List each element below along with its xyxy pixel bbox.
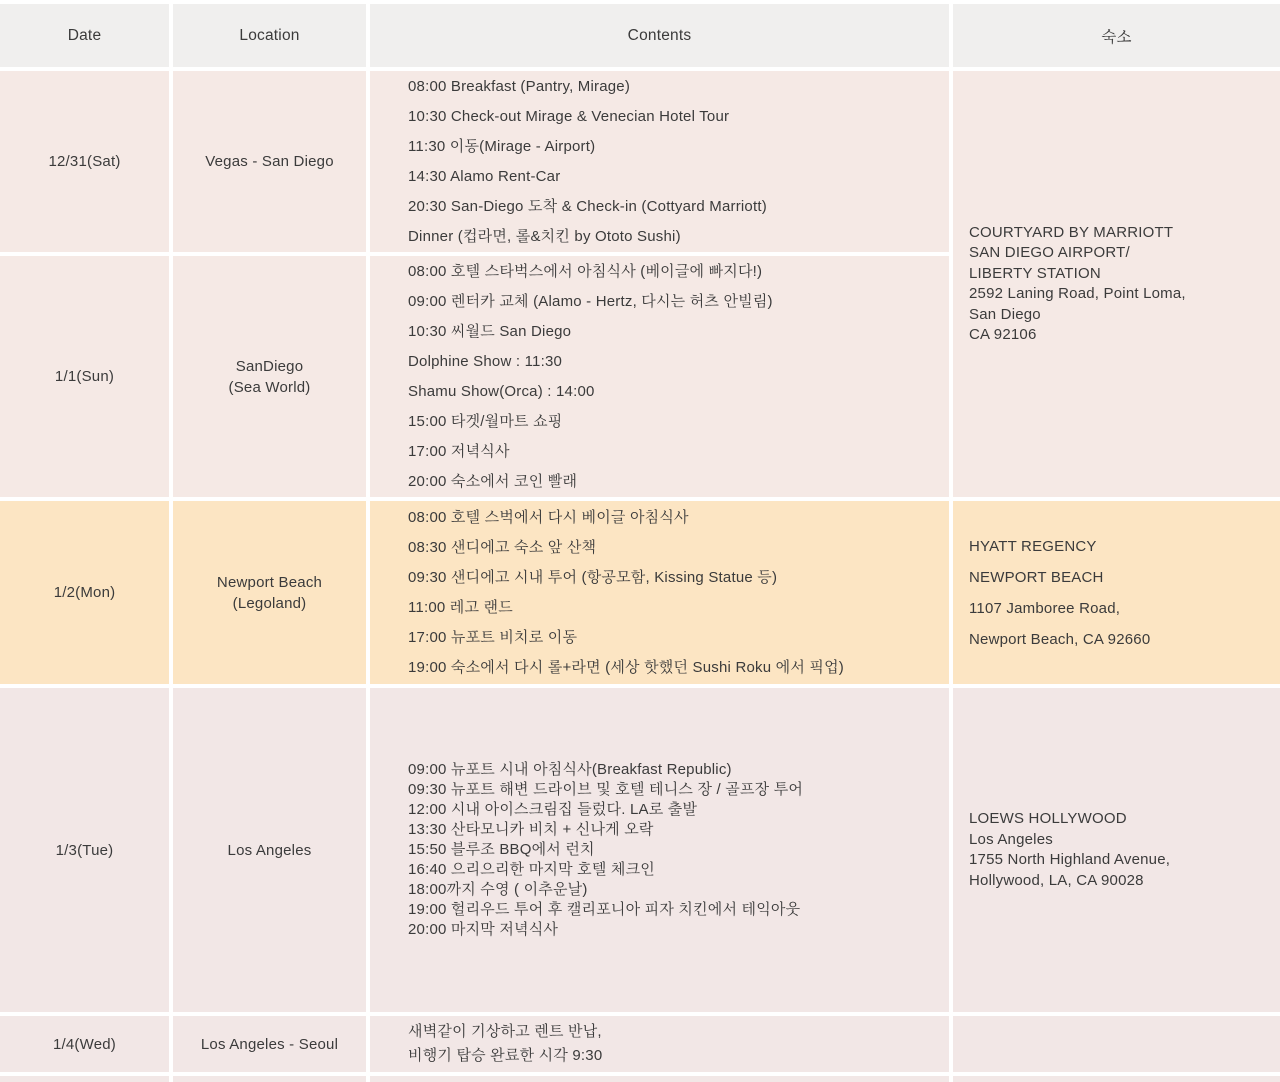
schedule-line: 15:00 타겟/월마트 쇼핑 [408, 412, 563, 430]
schedule-line: Dinner (컵라면, 롤&치킨 by Ototo Sushi) [408, 227, 681, 245]
partial-row-cell [0, 1076, 169, 1082]
schedule-line: 08:00 Breakfast (Pantry, Mirage) [408, 77, 631, 95]
date-cell-0104 [0, 1016, 169, 1072]
schedule-line: 16:40 으리으리한 마지막 호텔 체크인 [408, 861, 655, 878]
partial-row-cell [173, 1076, 366, 1082]
location-text: Los Angeles - Seoul [200, 1035, 339, 1053]
schedule-line: 10:30 씨월드 San Diego [408, 322, 572, 340]
hotel-line: 1755 North Highland Avenue, [969, 851, 1171, 868]
schedule-line: 비행기 탑승 완료한 시각 9:30 [408, 1047, 603, 1064]
schedule-line: 08:00 호텔 스벅에서 다시 베이글 아침식사 [408, 508, 689, 526]
contents-cell-1231 [370, 71, 949, 252]
schedule-line: Shamu Show(Orca) : 14:00 [408, 382, 595, 400]
hotel-line: 2592 Laning Road, Point Loma, [969, 285, 1186, 302]
schedule-line: 11:30 이동(Mirage - Airport) [408, 137, 596, 155]
location-cell-los-angeles [173, 688, 366, 1012]
location-cell-vegas-sandiego [173, 71, 366, 252]
hotel-line: CA 92106 [969, 326, 1037, 343]
header-label-location: Location [239, 26, 300, 44]
schedule-line: 19:00 숙소에서 다시 롤+라면 (세상 핫했던 Sushi Roku 에서 픽업) [408, 658, 844, 676]
hotel-line: SAN DIEGO AIRPORT/ [969, 244, 1130, 261]
hotel-line: San Diego [969, 305, 1041, 323]
schedule-line: Dolphine Show : 11:30 [408, 352, 563, 370]
header-label-accommodation: 숙소 [1101, 28, 1132, 46]
date-cell-0101 [0, 256, 169, 497]
schedule-line: 11:00 레고 랜드 [408, 598, 513, 616]
schedule-line: 17:00 저녁식사 [408, 442, 510, 460]
hotel-line: COURTYARD BY MARRIOTT [969, 223, 1174, 241]
schedule-line: 09:30 샌디에고 시내 투어 (항공모함, Kissing Statue 등) [408, 568, 778, 586]
date-text: 1/1(Sun) [54, 368, 115, 385]
location-text: Newport Beach [216, 573, 323, 591]
hotel-cell-courtyard-marriott [953, 71, 1280, 497]
date-cell-0102 [0, 501, 169, 684]
date-cell-0103 [0, 688, 169, 1012]
contents-cell-0104 [370, 1016, 949, 1072]
contents-cell-0101 [370, 256, 949, 497]
hotel-cell-hyatt-regency [953, 501, 1280, 684]
schedule-line: 18:00까지 수영 ( 이추운날) [408, 881, 588, 898]
header-cell-location [173, 4, 366, 67]
hotel-line: NEWPORT BEACH [969, 568, 1104, 586]
date-text: 12/31(Sat) [48, 153, 121, 170]
schedule-line: 19:00 헐리우드 투어 후 캘리포니아 피자 치킨에서 테익아웃 [408, 901, 801, 918]
schedule-line: 12:00 시내 아이스크림집 들렀다. LA로 출발 [408, 801, 698, 818]
schedule-line: 09:00 뉴포트 시내 아침식사(Breakfast Republic) [408, 761, 732, 778]
hotel-line: LOEWS HOLLYWOOD [969, 810, 1127, 827]
schedule-line: 17:00 뉴포트 비치로 이동 [408, 628, 578, 646]
hotel-line: LIBERTY STATION [969, 264, 1101, 282]
location-text: (Legoland) [232, 594, 307, 612]
date-text: 1/4(Wed) [52, 1035, 116, 1053]
location-text: Vegas - San Diego [205, 153, 334, 170]
location-text: SanDiego [235, 357, 304, 375]
date-text: 1/3(Tue) [55, 841, 114, 859]
contents-cell-0102 [370, 501, 949, 684]
location-cell-sandiego-seaworld [173, 256, 366, 497]
date-cell-1231 [0, 71, 169, 252]
schedule-line: 08:00 호텔 스타벅스에서 아침식사 (베이글에 빠지다!) [408, 262, 763, 280]
schedule-line: 13:30 산타모니카 비치 + 신나게 오락 [408, 821, 654, 838]
header-cell-contents [370, 4, 949, 67]
hotel-cell-loews-hollywood [953, 688, 1280, 1012]
hotel-line: 1107 Jamboree Road, [969, 599, 1121, 617]
header-label-date: Date [67, 26, 102, 44]
schedule-line: 09:30 뉴포트 해변 드라이브 및 호텔 테니스 장 / 골프장 투어 [408, 781, 804, 798]
schedule-line: 09:00 렌터카 교체 (Alamo - Hertz, 다시는 허츠 안빌림) [408, 292, 773, 310]
contents-cell-0103 [370, 688, 949, 1012]
location-cell-newport-legoland [173, 501, 366, 684]
partial-row-cell [370, 1076, 949, 1082]
date-text: 1/2(Mon) [53, 584, 116, 601]
schedule-line: 20:00 숙소에서 코인 빨래 [408, 472, 578, 490]
partial-row-cell [953, 1076, 1280, 1082]
header-label-contents: Contents [627, 26, 692, 44]
schedule-line: 새벽같이 기상하고 렌트 반납, [408, 1023, 602, 1040]
hotel-line: Newport Beach, CA 92660 [969, 630, 1151, 648]
location-text: Los Angeles [227, 841, 312, 859]
schedule-line: 15:50 블루조 BBQ에서 런치 [408, 841, 595, 858]
header-cell-accommodation [953, 4, 1280, 67]
schedule-line: 10:30 Check-out Mirage & Venecian Hotel Tour [408, 107, 730, 125]
schedule-line: 14:30 Alamo Rent-Car [408, 167, 561, 185]
location-text: (Sea World) [228, 378, 311, 396]
hotel-cell-empty [953, 1016, 1280, 1072]
schedule-line: 20:30 San-Diego 도착 & Check-in (Cottyard Marriott) [408, 197, 767, 215]
schedule-line: 20:00 마지막 저녁식사 [408, 921, 559, 938]
hotel-line: HYATT REGENCY [969, 537, 1097, 555]
hotel-line: Los Angeles [969, 830, 1053, 848]
location-cell-la-seoul [173, 1016, 366, 1072]
header-cell-date [0, 4, 169, 67]
schedule-line: 08:30 샌디에고 숙소 앞 산책 [408, 538, 597, 556]
hotel-line: Hollywood, LA, CA 90028 [969, 871, 1144, 889]
